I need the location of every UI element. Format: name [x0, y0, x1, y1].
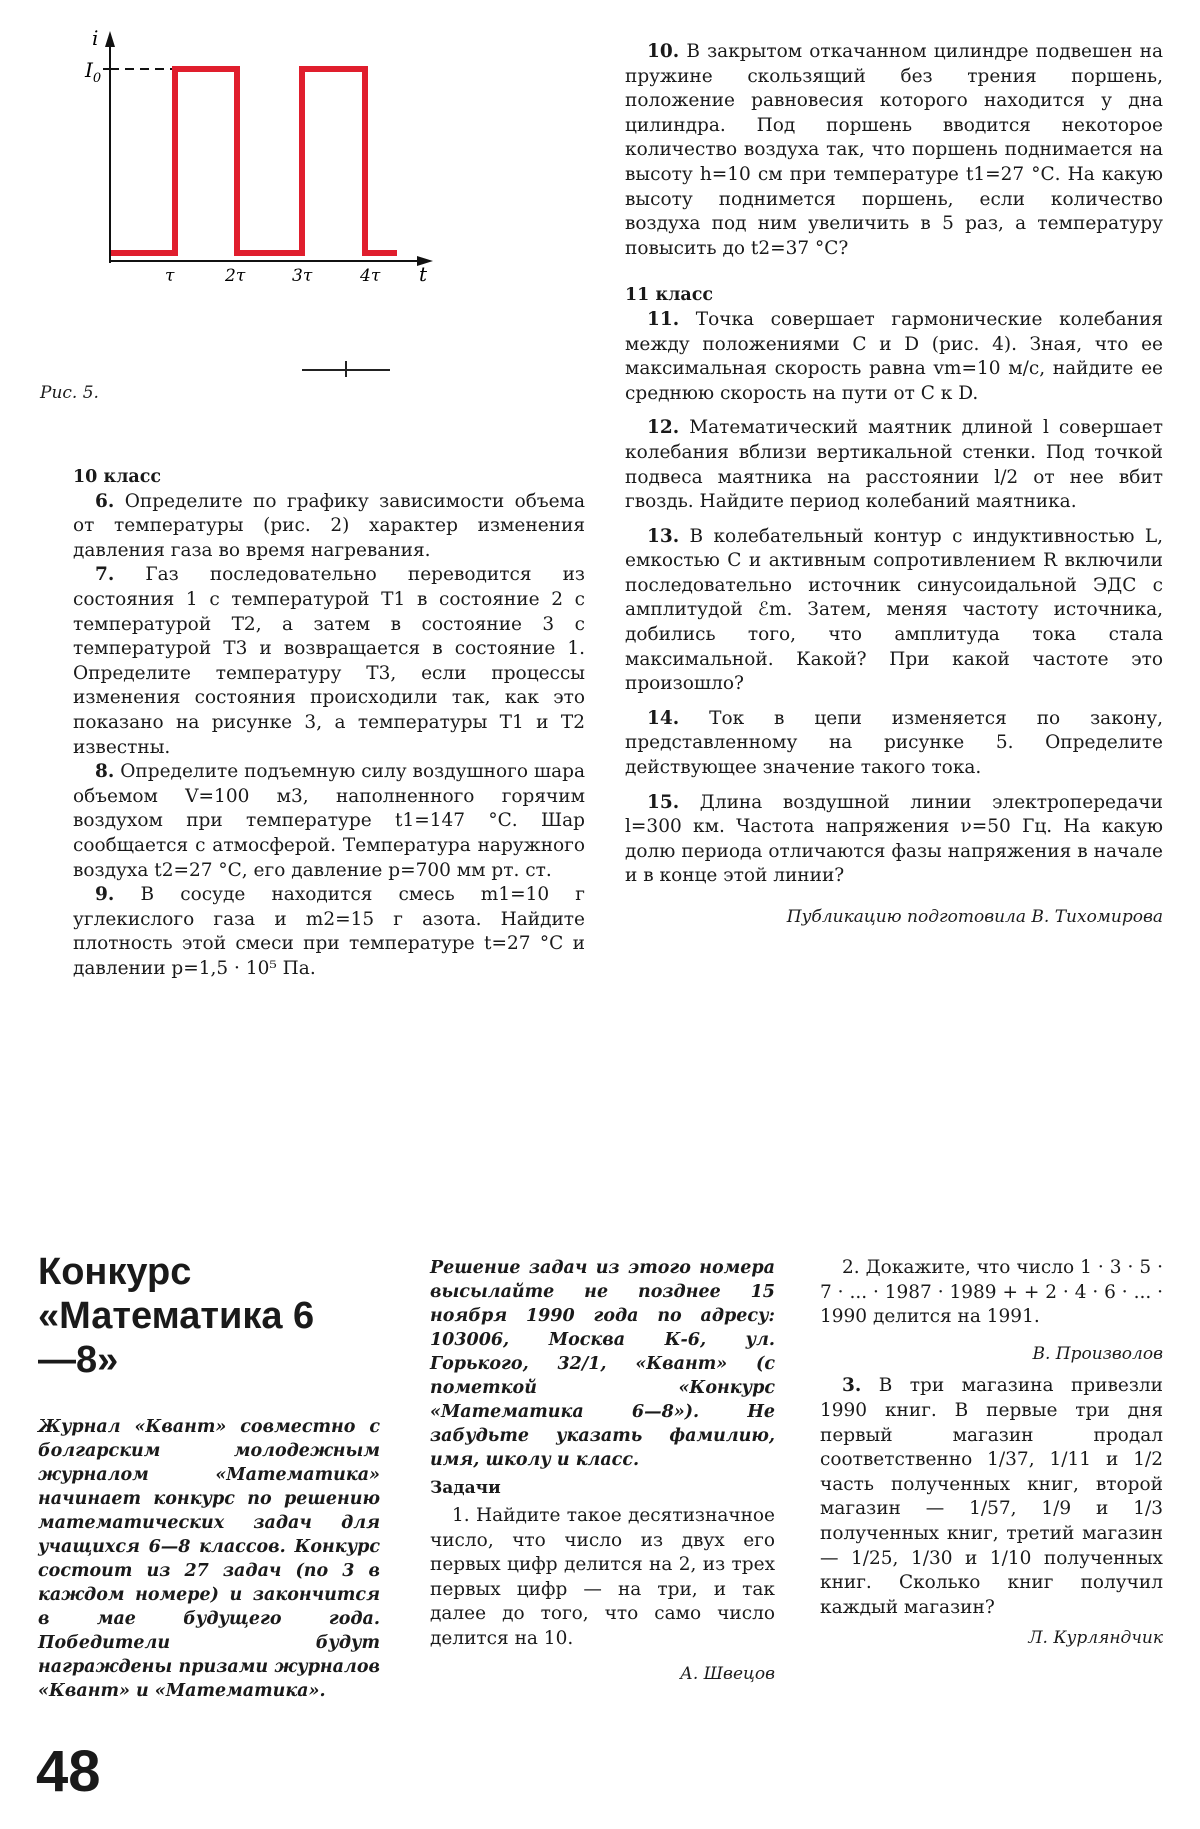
y-axis-label: i	[92, 26, 99, 50]
problem-11	[625, 308, 1163, 406]
tick-label-2tau: 2τ	[225, 266, 246, 286]
problem-number: 6.	[95, 490, 115, 512]
y-axis-arrow	[105, 31, 115, 47]
problem-number: 12.	[647, 417, 680, 439]
problem-number: 11.	[647, 308, 680, 330]
problem-text: Определите подъемную силу воздушного шара объемом V=100 м3, наполненного горячим воздухом при температуре t1=147 °С. Шар сообщается с атмосферой. Температура наружного воздуха t2=27 °С, его давление p=700 мм рт. ст.	[73, 761, 585, 881]
heading-11-class: 11 класс	[625, 285, 714, 306]
problem-text: Определите по графику зависимости объема от температуры (рис. 2) характер изменения давления газа во время нагревания.	[73, 490, 585, 561]
problem-text: В сосуде находится смесь m1=10 г углекислого газа и m2=15 г азота. Найдите плотность этой смеси при температуре t=27 °С и давлении p=1,5 · 10⁵ Па.	[73, 884, 585, 979]
task-author: Л. Курляндчик	[1028, 1628, 1163, 1649]
credit-line: Публикацию подготовила В. Тихомирова	[786, 907, 1163, 927]
problem-12	[625, 416, 1163, 514]
problem-9	[73, 883, 585, 981]
tick-label-tau: τ	[165, 266, 175, 286]
task-author: А. Швецов	[679, 1663, 775, 1684]
contest-right-column	[820, 1256, 1163, 1651]
problem-13	[625, 525, 1163, 697]
current-signal-line	[111, 69, 397, 253]
problem-text: Газ последовательно переводится из состояния 1 с температурой T1 в состояние 2 с температурой T2, а затем в состояние 3 с температурой T3 и возвращается в состояние 1. Определите температуру T3, если процессы изменения состояния происходили так, как это показано на рисунке 3, а температуры T1 и T2 известны.	[73, 564, 585, 758]
problem-6	[73, 490, 585, 564]
figure-current-graph	[75, 25, 495, 325]
problem-number: 7.	[95, 564, 115, 586]
problem-10	[625, 40, 1163, 261]
task-1	[430, 1504, 775, 1686]
problem-text: Точка совершает гармонические колебания между положениями C и D (рис. 4). Зная, что ее максимальная скорость равна vm=10 м/с, найдите ее среднюю скорость на пути от C к D.	[625, 308, 1163, 404]
problem-14	[625, 707, 1163, 781]
problem-15	[625, 791, 1163, 889]
heading-10-class: 10 класс	[73, 467, 162, 487]
contest-title: Конкурс «Математика 6—8»	[38, 1251, 315, 1381]
task-text: Найдите такое десятизначное число, что число из двух его первых цифр делится на 2, из трех первых цифр — на три, и так далее до того, что само число делится на 10.	[430, 1505, 776, 1649]
problem-text: В закрытом откачанном цилиндре подвешен на пружине скользящий без трения поршень, положение равновесия которого находится у дна цилиндра. Под поршень вводится некоторое количество воздуха так, что поршень поднимается на высоту h=10 см при температуре t1=27 °С. На какую высоту поднимется поршень, если количество воздуха под ним увеличить в 5 раз, а температуру повысить до t2=37 °С?	[625, 41, 1163, 259]
page-number: 48	[36, 1739, 101, 1804]
task-2	[820, 1256, 1163, 1366]
problem-number: 15.	[647, 791, 680, 813]
figure-caption: Рис. 5.	[40, 383, 99, 403]
problem-text: Ток в цепи изменяется по закону, представленному на рисунке 5. Определите действующее значение такого тока.	[625, 707, 1163, 779]
x-axis-label: t	[419, 262, 428, 286]
problem-8	[73, 760, 585, 883]
problem-number: 10.	[647, 41, 680, 62]
task-text: В три магазина привезли 1990 книг. В первые три дня первый магазин продал соответственно 1/37, 1/11 и 1/2 часть полученных книг, второй магазин — 1/57, 1/9 и 1/3 полученных книг, третий магазин — 1/25, 1/30 и 1/10 полученных книг. Сколько книг получил каждый магазин?	[820, 1375, 1163, 1618]
left-physics-column	[73, 465, 585, 981]
problem-number: 8.	[95, 761, 115, 783]
tasks-heading: Задачи	[430, 1478, 501, 1498]
right-physics-column	[625, 40, 1163, 930]
problem-text: Длина воздушной линии электропередачи l=300 км. Частота напряжения ν=50 Гц. На какую долю периода отличаются фазы напряжения в начале и в конце этой линии?	[625, 791, 1163, 887]
problem-number: 13.	[647, 525, 680, 547]
task-text: Докажите, что число 1 · 3 · 5 · 7 · ... · 1987 · 1989 + + 2 · 4 · 6 · ... · 1990 делится на 1991.	[820, 1257, 1163, 1328]
task-number: 3.	[842, 1375, 862, 1397]
problem-number: 14.	[647, 707, 680, 729]
tick-label-3tau: 3τ	[292, 266, 313, 286]
problem-7	[73, 563, 585, 760]
task-number: 2.	[842, 1257, 860, 1278]
contest-intro: Журнал «Квант» совместно с болгарским молодежным журналом «Математика» начинает конкурс по решению математических задач для учащихся 6—8 классов. Конкурс состоит из 27 задач (по 3 в каждом номере) и закончится в мае будущего года. Победители будут награждены призами журналов «Квант» и «Математика».	[38, 1417, 380, 1701]
i0-label: $I_0$	[85, 58, 102, 86]
problem-text: Математический маятник длиной l совершает колебания вблизи вертикальной стенки. Под точкой подвеса маятника на расстоянии l/2 от нее вбит гвоздь. Найдите период колебаний маятника.	[625, 417, 1163, 513]
task-3	[820, 1374, 1163, 1651]
problem-number: 9.	[95, 884, 115, 906]
tick-label-4tau: 4τ	[360, 266, 381, 286]
problem-text: В колебательный контур с индуктивностью L, емкостью C и активным сопротивлением R включили последовательно источник синусоидальной ЭДС с амплитудой ℰm. Затем, меняя частоту источника, добились того, что амплитуда тока стала максимальной. Какой? При какой частоте это произошло?	[625, 525, 1163, 695]
submission-instructions: Решение задач из этого номера высылайте не позднее 15 ноября 1990 года по адресу: 103006, Москва К-6, ул. Горького, 32/1, «Квант» (с пометкой «Конкурс «Математика 6—8»). Не забудьте указать фамилию, имя, школу и класс.	[430, 1258, 775, 1470]
section-separator-tick	[345, 361, 347, 377]
contest-middle-column	[430, 1256, 775, 1686]
task-author: В. Произволов	[1032, 1343, 1163, 1364]
task-number: 1.	[452, 1505, 470, 1526]
